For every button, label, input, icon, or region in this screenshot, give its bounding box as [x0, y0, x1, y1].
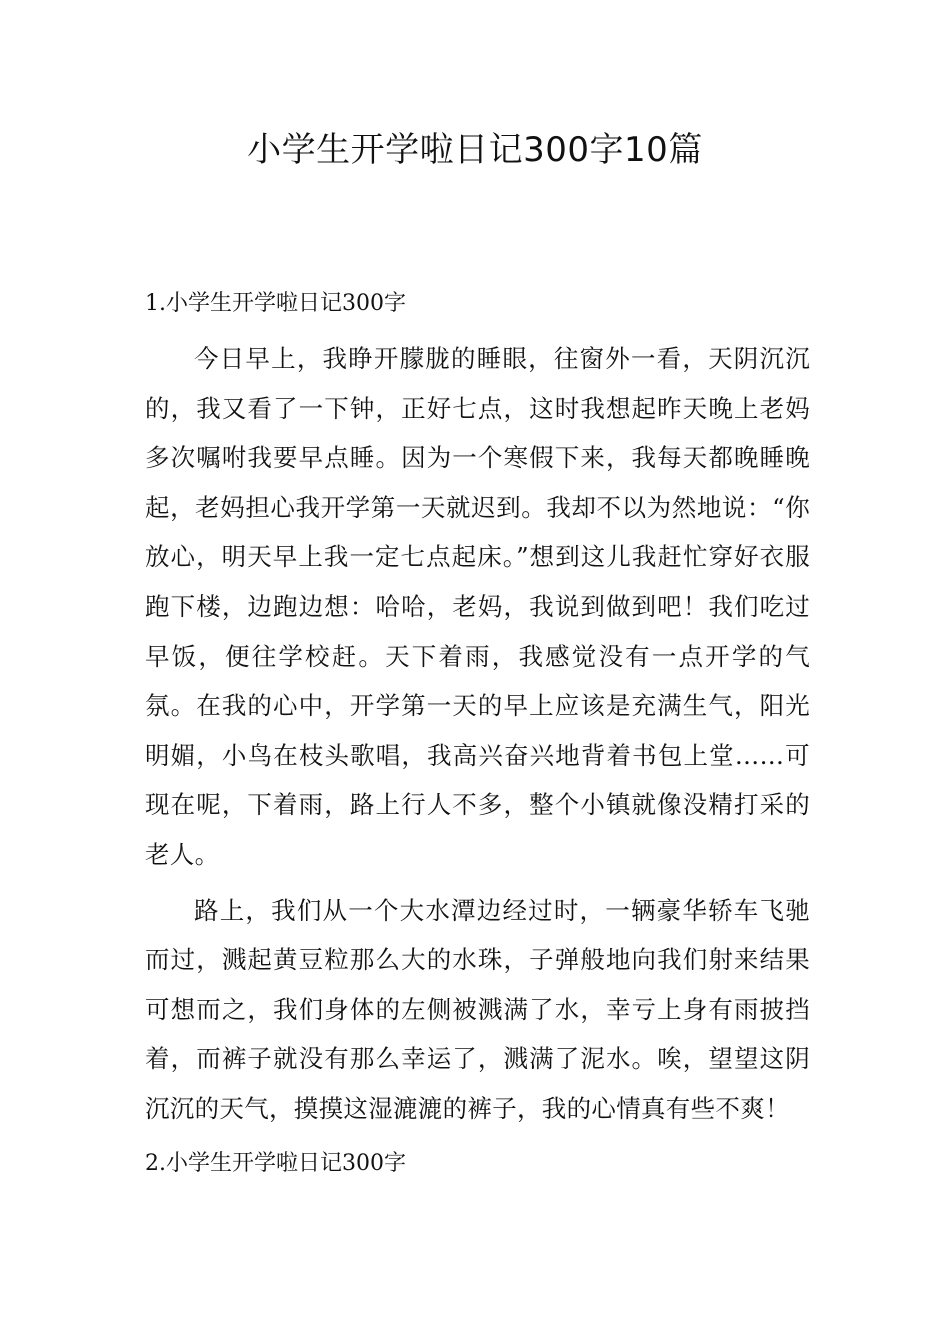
paragraph-1: 今日早上，我睁开朦胧的睡眼，往窗外一看，天阴沉沉的，我又看了一下钟，正好七点，这时我想起昨天晚上老妈多次嘱咐我要早点睡。因为一个寒假下来，我每天都晚睡晚起，老妈担心我开学第一天就迟到。我却不以为然地说：“你放心，明天早上我一定七点起床。”想到这儿我赶忙穿好衣服跑下楼，边跑边想：哈哈，老妈，我说到做到吧！我们吃过早饭，便往学校赶。天下着雨，我感觉没有一点开学的气氛。在我的心中，开学第一天的早上应该是充满生气，阳光明媚，小鸟在枝头歌唱，我高兴奋兴地背着书包上堂……可现在呢，下着雨，路上行人不多，整个小镇就像没精打采的老人。	[145, 344, 810, 869]
section-heading-2: 2.小学生开学啦日记300字	[145, 1150, 406, 1176]
paragraph-2: 路上，我们从一个大水潭边经过时，一辆豪华轿车飞驰而过，溅起黄豆粒那么大的水珠，子弹般地向我们射来结果可想而之，我们身体的左侧被溅满了水，幸亏上身有雨披挡着，而裤子就没有那么幸运了，溅满了泥水。唉，望望这阴沉沉的天气，摸摸这湿漉漉的裤子，我的心情真有些不爽！	[145, 895, 810, 1123]
document-body	[145, 280, 810, 1188]
document-title: 小学生开学啦日记300字10篇	[247, 130, 703, 170]
section-heading-1: 1.小学生开学啦日记300字	[145, 291, 406, 316]
